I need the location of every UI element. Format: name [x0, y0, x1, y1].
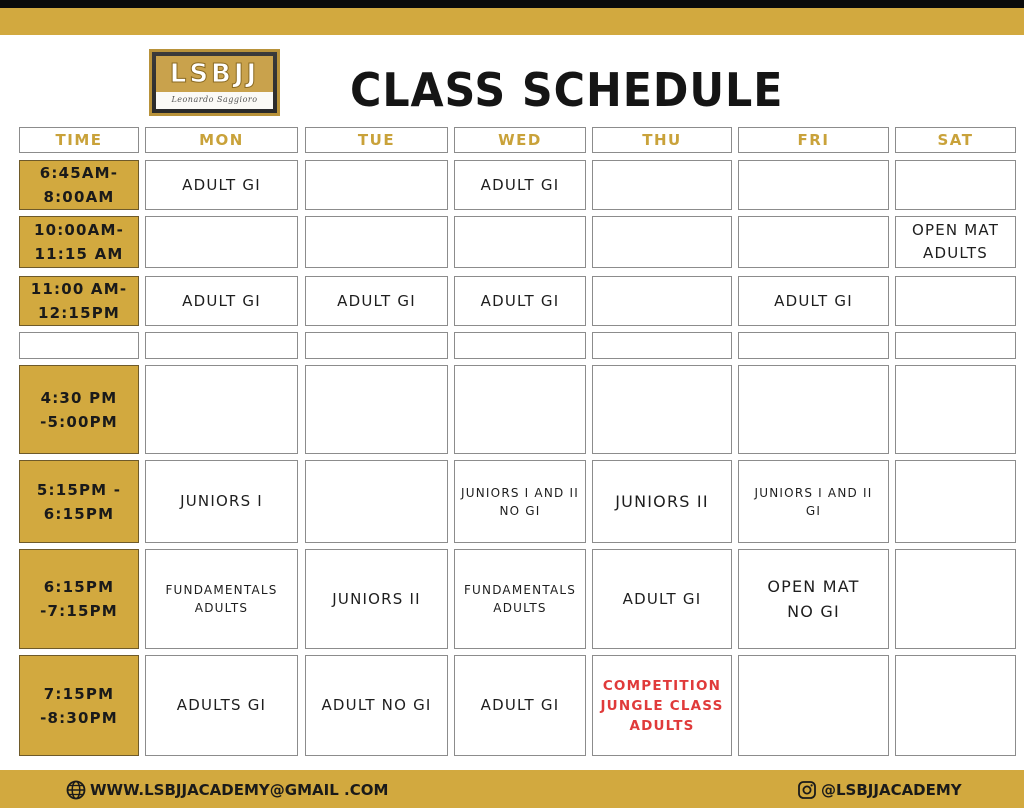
empty-cell-wed: [454, 332, 586, 359]
time-label: -7:15PM: [40, 602, 118, 620]
time-slot: [19, 460, 139, 543]
empty-cell-tue: [305, 332, 448, 359]
empty-cell-fri: [738, 160, 889, 210]
class-label: JUNIORS II: [615, 492, 709, 511]
class-cell-mon: [145, 549, 298, 649]
class-cell-wed: [454, 549, 586, 649]
time-slot: [19, 655, 139, 756]
empty-cell-fri: [738, 216, 889, 268]
class-label: ADULT GI: [480, 175, 560, 194]
header-tue: TUE: [305, 127, 448, 153]
website-text: WWW.LSBJJACADEMY@GMAIL .COM: [90, 781, 389, 799]
class-cell-tue: [305, 549, 448, 649]
class-cell-wed: [454, 160, 586, 210]
class-cell-fri: [738, 549, 889, 649]
empty-cell-fri: [738, 365, 889, 454]
time-label: 7:15PM: [43, 684, 115, 703]
time-label: 12:15PM: [37, 304, 121, 322]
class-label: OPEN MAT: [767, 577, 860, 596]
time-label: 5:15PM -: [36, 480, 122, 499]
class-label: JUNIORS I AND II: [461, 485, 579, 500]
page-title: CLASS SCHEDULE: [350, 63, 784, 117]
time-label: -8:30PM: [40, 708, 118, 727]
class-cell-tue: [305, 276, 448, 326]
time-label: 10:00AM-: [33, 221, 125, 239]
class-label: NO GI: [499, 503, 541, 518]
class-label: ADULT GI: [480, 291, 560, 310]
class-label: COMPETITION: [602, 677, 722, 694]
empty-cell-wed: [454, 365, 586, 454]
class-label: ADULT GI: [622, 589, 702, 608]
empty-cell-sat: [895, 276, 1016, 326]
class-cell-sat: [895, 216, 1016, 268]
class-label: JUNGLE CLASS: [600, 697, 724, 714]
empty-cell-tue: [305, 160, 448, 210]
academy-logo: [149, 49, 280, 116]
header-sat: SAT: [895, 127, 1016, 153]
time-label: 11:15 AM: [34, 245, 124, 263]
time-label: 11:00 AM-: [30, 280, 128, 298]
class-label: ADULTS: [629, 717, 695, 734]
class-label: FUNDAMENTALS: [463, 583, 577, 597]
empty-cell-sat: [895, 365, 1016, 454]
header-mon: MON: [145, 127, 298, 153]
class-label: GI: [805, 503, 822, 518]
time-label: 4:30 PM: [40, 388, 118, 407]
class-cell-wed: [454, 276, 586, 326]
time-slot: [19, 276, 139, 326]
class-label: NO GI: [787, 602, 840, 621]
empty-cell-wed: [454, 216, 586, 268]
class-cell-wed: [454, 655, 586, 756]
logo-signature: Leonardo Saggioro: [171, 95, 258, 104]
empty-cell-sat: [895, 655, 1016, 756]
class-cell-thu: [592, 460, 732, 543]
header-thu: THU: [592, 127, 732, 153]
empty-cell-thu: [592, 332, 732, 359]
empty-cell-tue: [305, 216, 448, 268]
class-label: OPEN MAT: [911, 221, 1000, 239]
empty-cell-mon: [145, 332, 298, 359]
empty-cell-sat: [895, 460, 1016, 543]
empty-cell-thu: [592, 365, 732, 454]
class-label: JUNIORS I AND II: [754, 485, 873, 500]
footer-instagram[interactable]: [797, 780, 962, 800]
time-label: 6:45AM-: [39, 164, 119, 182]
top-gold-banner: [0, 8, 1024, 35]
time-slot: [19, 332, 139, 359]
class-label: FUNDAMENTALS: [165, 583, 278, 597]
class-cell-mon: [145, 655, 298, 756]
class-cell-mon: [145, 160, 298, 210]
instagram-icon: [797, 780, 817, 800]
class-label: ADULT NO GI: [321, 696, 432, 714]
empty-cell-tue: [305, 460, 448, 543]
empty-cell-sat: [895, 332, 1016, 359]
time-slot: [19, 365, 139, 454]
class-label: ADULT GI: [182, 175, 261, 194]
time-slot: [19, 216, 139, 268]
logo-text: LSBJJ: [169, 59, 260, 89]
class-label: ADULT GI: [337, 291, 416, 310]
instagram-text: @LSBJJACADEMY: [821, 781, 962, 799]
class-label: ADULTS GI: [176, 696, 267, 714]
globe-icon: [66, 780, 86, 800]
class-cell-fri: [738, 276, 889, 326]
empty-cell-fri: [738, 332, 889, 359]
class-label: JUNIORS I: [180, 492, 263, 510]
class-cell-fri: [738, 460, 889, 543]
class-label: ADULTS: [493, 601, 547, 615]
header-fri: FRI: [738, 127, 889, 153]
class-cell-mon: [145, 460, 298, 543]
class-label: ADULT GI: [182, 291, 261, 310]
class-cell-thu: [592, 549, 732, 649]
empty-cell-fri: [738, 655, 889, 756]
empty-cell-mon: [145, 365, 298, 454]
time-label: 8:00AM: [43, 188, 115, 206]
empty-cell-thu: [592, 216, 732, 268]
class-cell-mon: [145, 276, 298, 326]
class-cell-tue: [305, 655, 448, 756]
class-cell-thu: [592, 655, 732, 756]
time-label: -5:00PM: [40, 412, 118, 431]
time-label: 6:15PM: [43, 578, 115, 596]
empty-cell-sat: [895, 549, 1016, 649]
time-label: 6:15PM: [43, 504, 115, 523]
class-label: ADULT GI: [480, 696, 560, 714]
class-label: ADULTS: [194, 601, 249, 615]
footer-website[interactable]: [66, 780, 388, 800]
empty-cell-thu: [592, 276, 732, 326]
empty-cell-mon: [145, 216, 298, 268]
class-label: JUNIORS II: [332, 589, 421, 608]
top-black-stripe: [0, 0, 1024, 8]
empty-cell-tue: [305, 365, 448, 454]
empty-cell-thu: [592, 160, 732, 210]
empty-cell-sat: [895, 160, 1016, 210]
class-label: ADULTS: [923, 244, 988, 262]
header-wed: WED: [454, 127, 586, 153]
time-slot: [19, 549, 139, 649]
class-label: ADULT GI: [774, 291, 853, 310]
header-time: TIME: [19, 127, 139, 153]
class-cell-wed: [454, 460, 586, 543]
time-slot: [19, 160, 139, 210]
